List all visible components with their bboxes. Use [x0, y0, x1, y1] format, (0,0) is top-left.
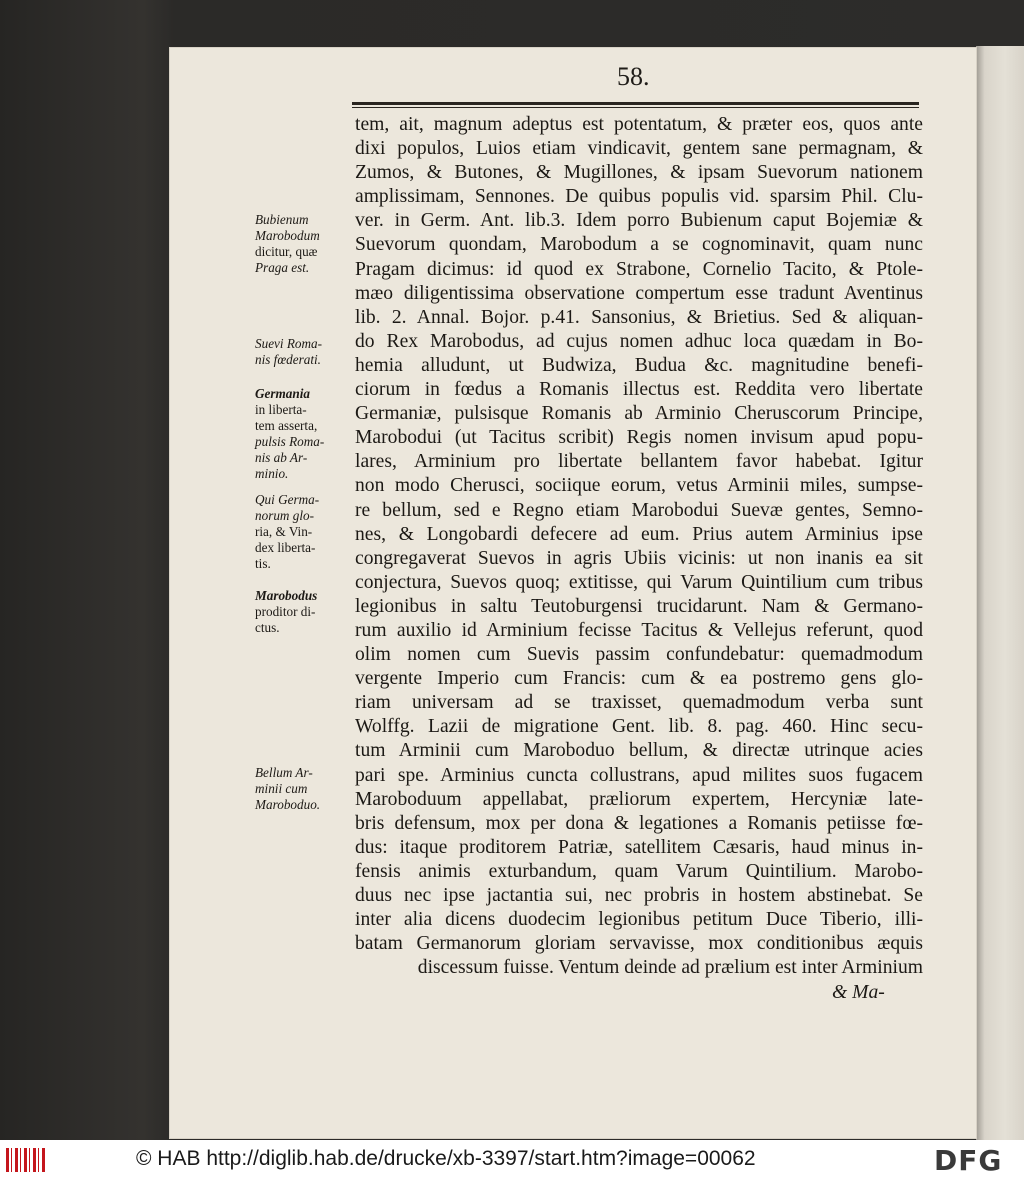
- footer-bar: [0, 1140, 1024, 1179]
- text-line: inter alia dicens duodecim legionibus petitum Duce Tiberio, illi-: [355, 909, 923, 931]
- margin-note-line: Bubienum: [255, 212, 309, 227]
- margin-note-line: Maroboduo.: [255, 797, 321, 812]
- margin-note-line: Praga est.: [255, 260, 310, 275]
- header-rule-thin: [352, 107, 919, 108]
- text-line: nes, & Longobardi defecere ad eum. Prius autem Arminius ipse: [355, 523, 923, 545]
- text-line: pari spe. Arminius cuncta collustrans, apud milites suos fugacem: [355, 764, 923, 786]
- text-line: fensis animis exturbandum, quam Varum Quintilium. Marobo-: [355, 860, 923, 882]
- text-line: ciorum in fœdus a Romanis illectus est. Reddita vero libertate: [355, 379, 923, 401]
- margin-note-line: Bellum Ar-: [255, 765, 313, 780]
- catchword: & Ma-: [832, 982, 885, 1003]
- text-line: Pragam dicimus: id quod ex Strabone, Cornelio Tacito, & Ptole-: [355, 258, 923, 280]
- dfg-logo: DFG: [934, 1144, 1003, 1177]
- margin-note-line: tem asserta,: [255, 418, 318, 433]
- margin-note-line: pulsis Roma-: [255, 434, 325, 449]
- text-line: riam universam ad se traxisset, quemadmodum verba sunt: [355, 692, 923, 714]
- text-line: tum Arminii cum Maroboduo bellum, & directæ utrinque acies: [355, 740, 923, 762]
- text-line: Wolffg. Lazii de migratione Gent. lib. 8. pag. 460. Hinc secu-: [355, 716, 923, 738]
- margin-note-line: dex liberta-: [255, 540, 316, 555]
- margin-note-line: proditor di-: [255, 604, 316, 619]
- text-line: amplissimam, Sennones. De quibus populis vid. sparsim Phil. Clu-: [355, 186, 923, 208]
- margin-note-line: Qui Germa-: [255, 492, 320, 507]
- text-line: ver. in Germ. Ant. lib.3. Idem porro Bubienum caput Bojemiæ &: [355, 210, 923, 232]
- text-line: vergente Imperio cum Francis: cum & ea postremo gens glo-: [355, 668, 923, 690]
- text-line: Maroboduum appellabat, præliorum expertem, Hercyniæ late-: [355, 788, 923, 810]
- facing-page-edge: [976, 46, 1024, 1140]
- text-line: dus: itaque proditorem Patriæ, satellitem Cæsaris, haud minus in-: [355, 836, 923, 858]
- header-rule: [352, 102, 919, 105]
- margin-note-line: Marobodus: [255, 588, 318, 603]
- text-line: batam Germanorum gloriam servavisse, mox conditionibus æquis: [355, 933, 923, 955]
- margin-note-line: norum glo-: [255, 508, 314, 523]
- text-line: conjectura, Suevos quoq; extitisse, qui Varum Quintilium cum tribus: [355, 571, 923, 593]
- text-line: Germaniæ, pulsisque Romanis ab Arminio Cheruscorum Principe,: [355, 403, 923, 425]
- text-line: do Rex Marobodus, ad cujus nomen adhuc loca quædam in Bo-: [355, 330, 923, 352]
- margin-note-line: minii cum: [255, 781, 308, 796]
- margin-note-5: [255, 588, 351, 636]
- text-line: olim nomen cum Suevis passim confundebatur: quemadmodum: [355, 644, 923, 666]
- copyright-link[interactable]: © HAB http://diglib.hab.de/drucke/xb-3397/start.htm?image=00062: [136, 1147, 756, 1170]
- margin-note-line: ria, & Vin-: [255, 524, 313, 539]
- margin-note-line: Suevi Roma-: [255, 336, 323, 351]
- red-barcode-icon: [6, 1148, 46, 1172]
- text-line: re bellum, sed e Regno etiam Marobodui Suevæ gentes, Semno-: [355, 499, 923, 521]
- text-line: Suevorum quondam, Marobodum a se cognominavit, quam nunc: [355, 234, 923, 256]
- text-line: non modo Cherusci, sociique eorum, vetus Arminii miles, sumpse-: [355, 475, 923, 497]
- text-line: lares, Arminium pro libertate bellantem favor habebat. Igitur: [355, 451, 923, 473]
- text-line: dixi populos, Luios etiam vindicavit, gentem sane permagnam, &: [355, 138, 923, 160]
- margin-note-line: nis fœderati.: [255, 352, 321, 367]
- page-number: 58.: [617, 62, 650, 91]
- text-line: tem, ait, magnum adeptus est potentatum, & præter eos, quos ante: [355, 114, 923, 135]
- text-line: discessum fuisse. Ventum deinde ad prælium est inter Arminium: [417, 957, 923, 979]
- margin-note-line: in liberta-: [255, 402, 307, 417]
- margin-note-line: Germania: [255, 386, 310, 401]
- margin-note-line: minio.: [255, 466, 289, 481]
- text-line: legionibus in saltu Teutoburgensi trucidarunt. Nam & Germano-: [355, 595, 923, 617]
- text-line: lib. 2. Annal. Bojor. p.41. Sansonius, & Brietius. Sed & aliquan-: [355, 306, 923, 328]
- margin-note-3: [255, 386, 351, 482]
- margin-note-4: [255, 492, 351, 572]
- margin-note-line: ctus.: [255, 620, 280, 635]
- margin-note-6: [255, 765, 351, 813]
- text-line: hemia alludunt, ut Budwiza, Budua &c. magnitudine benefi-: [355, 354, 923, 376]
- text-line: bris defensum, mox per dona & legationes a Romanis petiisse fœ-: [355, 812, 923, 834]
- text-line: congregaverat Suevos in agris Ubiis vicinis: ut non inanis ea sit: [355, 547, 923, 569]
- main-text-block: [355, 113, 923, 980]
- text-line: rum auxilio id Arminium fecisse Tacitus & Vellejus referunt, quod: [355, 619, 923, 641]
- margin-note-1: [255, 212, 351, 276]
- text-line: duus nec ipse jactantia sui, nec probris in hostem abstinebat. Se: [355, 885, 923, 906]
- margin-note-line: nis ab Ar-: [255, 450, 308, 465]
- text-line: mæo diligentissima observatione compertum esse tradunt Aventinus: [355, 282, 923, 304]
- margin-note-line: dicitur, quæ: [255, 244, 318, 259]
- margin-note-line: tis.: [255, 556, 271, 571]
- margin-note-line: Marobodum: [255, 228, 320, 243]
- text-line: Zumos, & Butones, & Mugillones, & ipsam Suevorum nationem: [355, 162, 923, 184]
- text-line: Marobodui (ut Tacitus scribit) Regis nomen invisum apud popu-: [355, 427, 923, 449]
- margin-note-2: [255, 336, 351, 368]
